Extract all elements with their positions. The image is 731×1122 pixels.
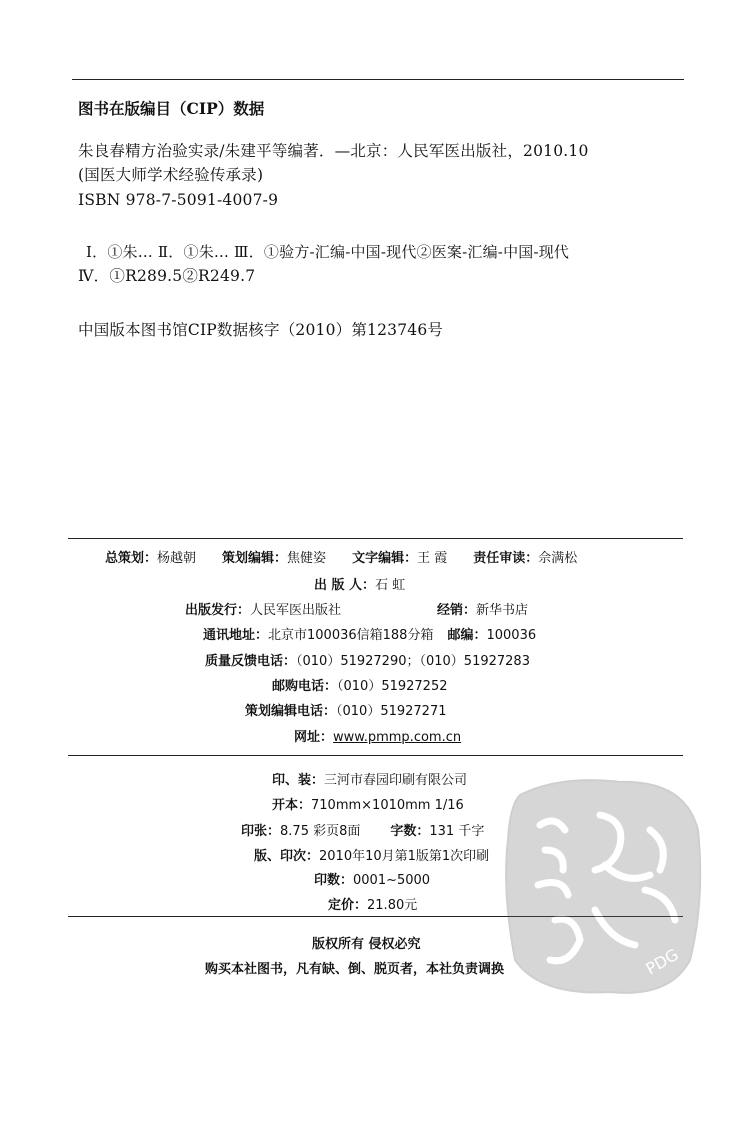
price: 21.80元 [367, 898, 418, 913]
chief-planner: 杨越朝 [157, 551, 197, 566]
seal-pdg-text: PDG [642, 944, 682, 979]
cip-heading: 图书在版编目（CIP）数据 [78, 99, 265, 118]
price-label: 定价： [328, 898, 368, 913]
reviewer: 佘满松 [538, 551, 578, 566]
edition: 2010年10月第1版第1次印刷 [319, 849, 490, 864]
printer-row [272, 769, 467, 788]
publisher-person: 石 虹 [375, 578, 406, 593]
text-editor-label: 文字编辑： [352, 551, 418, 566]
planning-phone-label: 策划编辑电话： [245, 704, 337, 719]
planning-editor: 焦健姿 [287, 551, 327, 566]
seal-shape [506, 780, 700, 993]
cip-classification-line-1: Ⅰ．①朱… Ⅱ．①朱… Ⅲ．①验方-汇编-中国-现代②医案-汇编-中国-现代 [86, 243, 570, 261]
words-label: 字数： [390, 824, 430, 839]
feedback-phone-row [205, 650, 530, 669]
print-run-label: 印数： [314, 873, 354, 888]
print-run: 0001~5000 [353, 873, 431, 888]
rights-notice: 版权所有 侵权必究 [312, 937, 421, 952]
edition-row [254, 845, 489, 864]
mail-order-label: 邮购电话： [272, 679, 338, 694]
planning-editor-label: 策划编辑： [222, 551, 288, 566]
price-row [328, 894, 417, 913]
format: 710mm×1010mm 1/16 [311, 798, 464, 813]
sheets: 8.75 彩页8面 [280, 824, 361, 839]
planning-phone: （010）51927271 [336, 704, 447, 719]
credits-top-rule [68, 538, 683, 539]
words: 131 千字 [429, 824, 485, 839]
distributor-row [185, 599, 528, 618]
sheets-label: 印张： [241, 824, 281, 839]
cip-record-number: 中国版本图书馆CIP数据核字（2010）第123746号 [78, 321, 444, 339]
mail-order-row [272, 675, 448, 694]
publisher-person-label: 出 版 人： [314, 578, 376, 593]
distributor-label: 出版发行： [185, 603, 251, 618]
sheets-row [241, 820, 484, 839]
distributor: 人民军医出版社 [250, 603, 342, 618]
cip-classification-line-2: Ⅳ．①R289.5②R249.7 [78, 267, 256, 285]
seller-label: 经销： [437, 603, 477, 618]
website: www.pmmp.com.cn [333, 730, 462, 745]
credits-staff-row [105, 547, 577, 566]
feedback-phone: （010）51927290；（010）51927283 [296, 654, 530, 669]
cip-series-line: (国医大师学术经验传承录) [78, 166, 264, 184]
postcode-label: 邮编： [447, 628, 487, 643]
website-row [294, 726, 461, 745]
address-label: 通讯地址： [203, 628, 269, 643]
format-row [272, 794, 464, 813]
cip-isbn: ISBN 978-7-5091-4007-9 [78, 191, 279, 209]
printer-label: 印、装： [272, 773, 325, 788]
printing-top-rule [68, 755, 683, 756]
cip-bibliographic-line: 朱良春精方治验实录/朱建平等编著．—北京：人民军医出版社，2010.10 [78, 142, 589, 160]
print-run-row [314, 869, 430, 888]
address-row [203, 624, 536, 643]
footer-top-rule [68, 916, 683, 917]
top-rule [72, 79, 684, 80]
replacement-notice: 购买本社图书，凡有缺、倒、脱页者，本社负责调换 [205, 962, 505, 977]
mail-order-phone: （010）51927252 [337, 679, 448, 694]
seller: 新华书店 [476, 603, 529, 618]
text-editor: 王 霞 [417, 551, 448, 566]
printer: 三河市春园印刷有限公司 [324, 773, 468, 788]
feedback-phone-label: 质量反馈电话： [205, 654, 297, 669]
postcode: 100036 [486, 628, 537, 643]
publisher-person-row [314, 574, 405, 593]
pdg-seal-watermark [500, 770, 705, 1000]
planning-phone-row [245, 700, 447, 719]
website-label: 网址： [294, 730, 334, 745]
chief-planner-label: 总策划： [105, 551, 158, 566]
edition-label: 版、印次： [254, 849, 320, 864]
format-label: 开本： [272, 798, 312, 813]
address: 北京市100036信箱188分箱 [268, 628, 434, 643]
reviewer-label: 责任审读： [473, 551, 539, 566]
